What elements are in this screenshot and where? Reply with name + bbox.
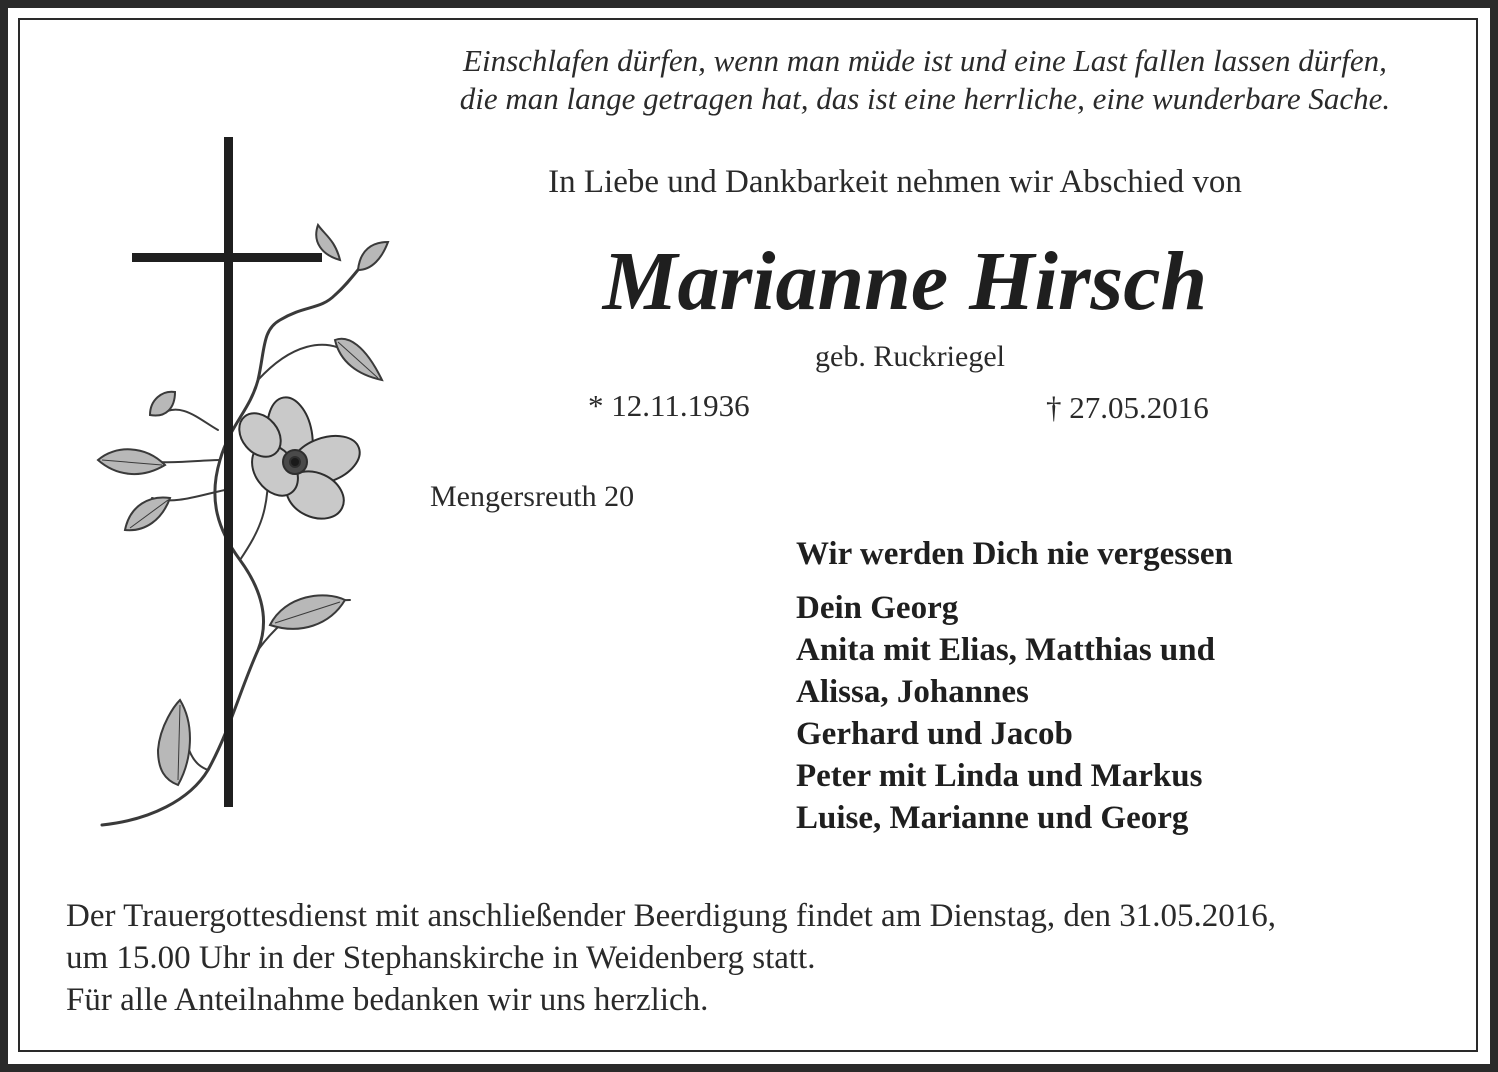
mourner-line: Anita mit Elias, Matthias und bbox=[796, 632, 1215, 668]
service-notice bbox=[66, 895, 1466, 1021]
deceased-name: Marianne Hirsch bbox=[602, 235, 1208, 328]
service-line: um 15.00 Uhr in der Stephanskirche in Weidenberg statt. bbox=[66, 940, 816, 976]
mourner-line: Peter mit Linda und Markus bbox=[796, 758, 1203, 794]
service-line: Der Trauergottesdienst mit anschließender Beerdigung findet am Dienstag, den 31.05.2016, bbox=[66, 898, 1277, 934]
flower-icon bbox=[231, 394, 367, 528]
death-date: † 27.05.2016 bbox=[1046, 390, 1209, 425]
cross-flower-decoration bbox=[90, 130, 400, 840]
flower-branch-icon bbox=[102, 245, 380, 825]
service-line: Für alle Anteilnahme bedanken wir uns herzlich. bbox=[66, 982, 709, 1018]
mourner-line: Gerhard und Jacob bbox=[796, 716, 1073, 752]
leaves bbox=[98, 225, 388, 785]
mourners-block bbox=[796, 533, 1233, 839]
motto-quote bbox=[390, 42, 1460, 118]
mourners-headline: Wir werden Dich nie vergessen bbox=[796, 536, 1233, 572]
motto-line: Einschlafen dürfen, wenn man müde ist und eine Last fallen lassen dürfen, bbox=[463, 43, 1387, 78]
motto-line: die man lange getragen hat, das ist eine herrliche, eine wunderbare Sache. bbox=[459, 81, 1391, 116]
mourner-line: Dein Georg bbox=[796, 590, 959, 626]
mourner-line: Luise, Marianne und Georg bbox=[796, 800, 1189, 836]
mourner-line: Alissa, Johannes bbox=[796, 674, 1029, 710]
farewell-intro: In Liebe und Dankbarkeit nehmen wir Abschied von bbox=[548, 164, 1242, 200]
address: Mengersreuth 20 bbox=[430, 480, 635, 513]
birth-date: * 12.11.1936 bbox=[588, 388, 750, 423]
maiden-name: geb. Ruckriegel bbox=[815, 340, 1005, 373]
